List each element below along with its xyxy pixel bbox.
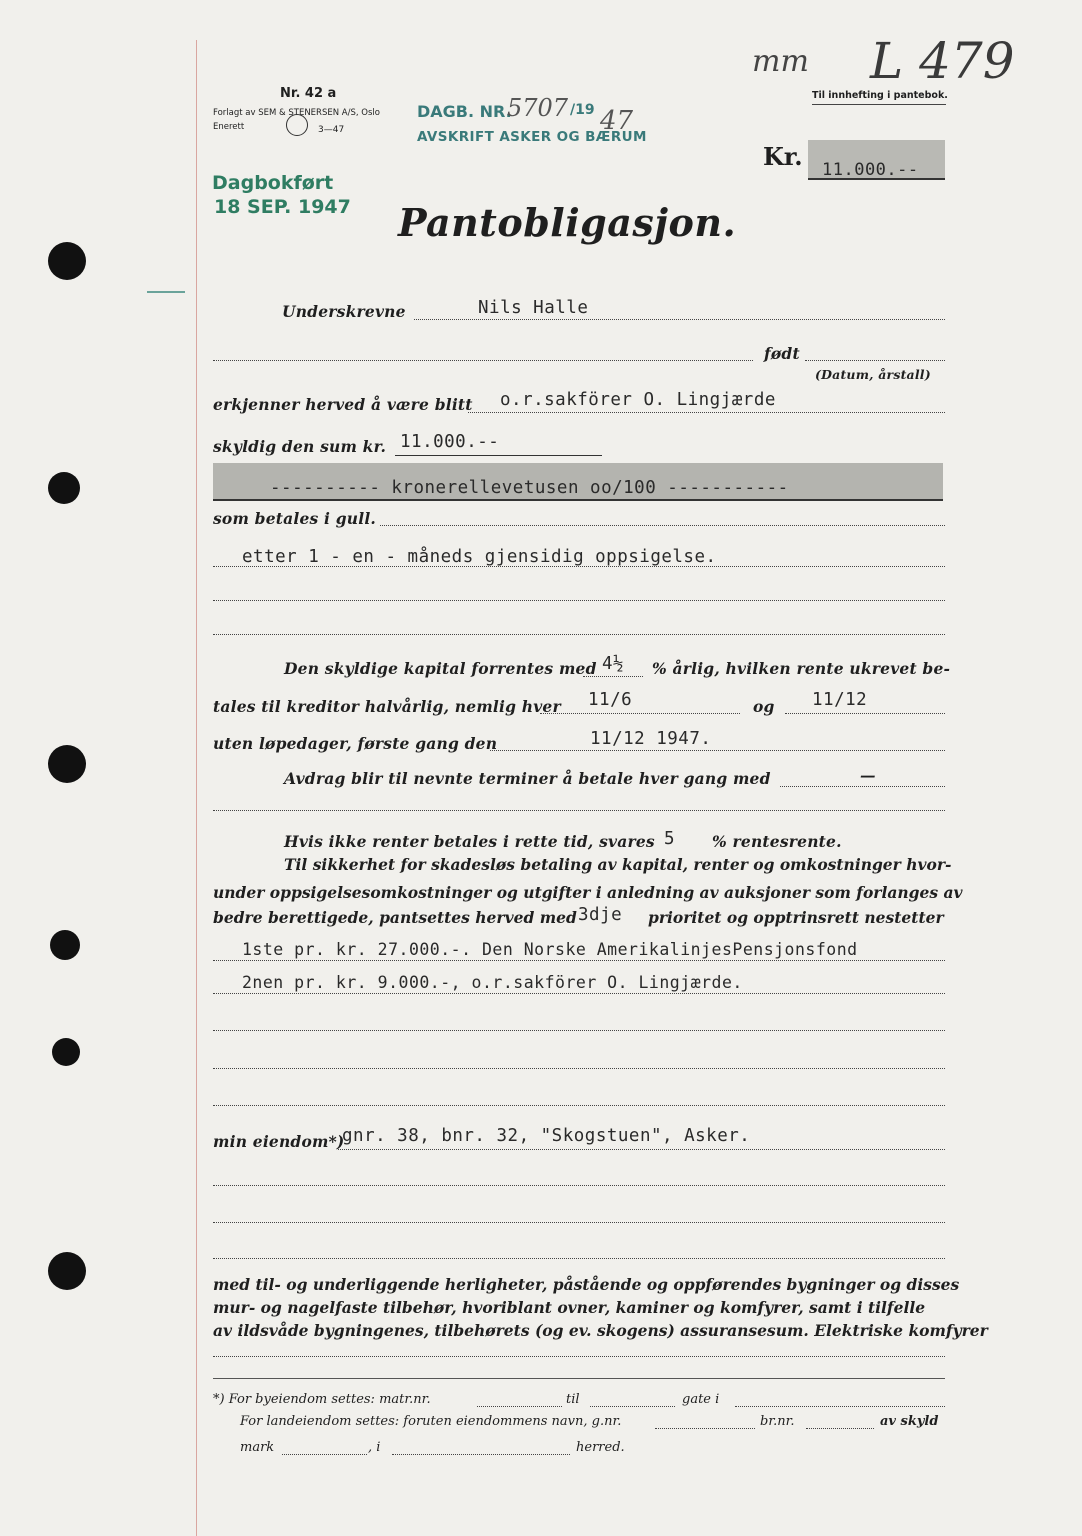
- dotted-line: [780, 786, 945, 787]
- dotted-line: [213, 1222, 945, 1223]
- security-line-1: Til sikkerhet for skadesløs betaling av kapital, renter og omkostninger hvor-: [284, 855, 952, 874]
- dotted-line: [213, 1185, 945, 1186]
- halfyear-date-2: 11/12: [812, 690, 868, 710]
- security-line-3b: prioritet og opptrinsrett nestetter: [648, 908, 944, 927]
- scribble: [147, 291, 185, 293]
- dotted-line: [590, 1406, 675, 1407]
- interest-rate: 4½: [602, 654, 625, 674]
- footnote-line-2b: br.nr.: [760, 1414, 795, 1429]
- dotted-line: [213, 566, 945, 567]
- sum-words: ---------- kronerellevetusen oo/100 -----------: [270, 478, 789, 498]
- interest-text: Den skyldige kapital forrentes med: [284, 659, 597, 678]
- closing-line-2: mur- og nagelfaste tilbehør, hvoriblant ovner, kaminer og komfyrer, samt i tilfelle: [213, 1298, 926, 1317]
- dotted-line: [785, 713, 945, 714]
- penalty-text: Hvis ikke renter betales i rette tid, svares: [284, 832, 655, 851]
- sum-label: skyldig den sum kr.: [213, 437, 387, 456]
- amount-value: 11.000.--: [822, 160, 919, 180]
- corner-note: Til innhefting i pantebok.: [812, 90, 948, 101]
- dotted-line: [213, 810, 945, 811]
- security-line-2: under oppsigelsesomkostninger og utgifter i anledning av auksjoner som forlanges av: [213, 883, 963, 902]
- creditor-value: o.r.sakförer O. Lingjærde: [500, 390, 776, 410]
- dagbokfort-date: 18 SEP. 1947: [214, 196, 351, 218]
- punch-hole: [48, 1252, 86, 1290]
- dotted-line: [477, 1406, 562, 1407]
- publisher-date: 3—47: [318, 125, 345, 135]
- sum-underline: [395, 455, 602, 456]
- footnote-rule: [213, 1378, 945, 1379]
- dagb-suffix: /19: [570, 102, 595, 118]
- form-number: Nr. 42 a: [280, 86, 337, 101]
- dotted-line: [583, 676, 643, 677]
- publisher-line: Forlagt av SEM & STENERSEN A/S, Oslo: [213, 108, 380, 118]
- installment-value: —: [860, 766, 876, 785]
- dotted-line: [213, 1356, 945, 1357]
- dagb-label: DAGB. NR.: [417, 102, 512, 121]
- dotted-line: [213, 1105, 945, 1106]
- dotted-line: [735, 1406, 945, 1407]
- first-time-value: 11/12 1947.: [590, 729, 712, 749]
- dotted-line: [490, 750, 945, 751]
- halfyear-text: tales til kreditor halvårlig, nemlig hver: [213, 697, 561, 716]
- dagb-stamp: [417, 102, 512, 121]
- punch-hole: [48, 242, 86, 280]
- amount-label: Kr.: [763, 142, 803, 171]
- halfyear-og: og: [753, 697, 775, 716]
- dagb-year: 47: [600, 106, 634, 136]
- dotted-line: [282, 1454, 367, 1455]
- born-hint: (Datum, årstall): [815, 367, 931, 382]
- installment-text: Avdrag blir til nevnte terminer å betale hver gang med: [284, 769, 771, 788]
- prior-claim-2: 2nen pr. kr. 9.000.-, o.r.sakförer O. Lingjærde.: [242, 973, 743, 992]
- halfyear-date-1: 11/6: [588, 690, 633, 710]
- dotted-line: [213, 1030, 945, 1031]
- punch-hole: [52, 1038, 80, 1066]
- margin-line: [196, 40, 197, 1536]
- footnote-line-2a: For landeiendom settes: foruten eiendommens navn, g.nr.: [240, 1414, 622, 1429]
- property-value: gnr. 38, bnr. 32, "Skogstuen", Asker.: [342, 1126, 751, 1146]
- dotted-line: [213, 993, 945, 994]
- first-time-text: uten løpedager, første gang den: [213, 734, 498, 753]
- footnote-line-1c: gate i: [682, 1392, 720, 1407]
- priority-value: 3dje: [578, 905, 623, 925]
- prior-claim-1: 1ste pr. kr. 27.000.-. Den Norske AmerikalinjesPensjonsfond: [242, 940, 858, 959]
- punch-hole: [48, 472, 80, 504]
- dotted-line: [655, 1428, 755, 1429]
- terms-value: etter 1 - en - måneds gjensidig oppsigelse.: [242, 547, 717, 567]
- page-title: Pantobligasjon.: [398, 200, 737, 245]
- penalty-text-2: % rentesrente.: [712, 832, 842, 851]
- handwritten-initials: mm: [752, 44, 809, 79]
- security-line-3a: bedre berettigede, pantsettes herved med: [213, 908, 577, 927]
- publisher-enerett: Enerett: [213, 122, 245, 132]
- corner-note-underline: [812, 104, 946, 105]
- sum-value: 11.000.--: [400, 432, 500, 452]
- dagb-number: 5707: [507, 94, 569, 122]
- punch-hole: [50, 930, 80, 960]
- penalty-rate: 5: [664, 829, 676, 849]
- handwritten-ref: L 479: [870, 32, 1015, 90]
- footnote-line-3a: mark: [240, 1440, 275, 1455]
- creditor-label: erkjenner herved å være blitt: [213, 395, 473, 414]
- dotted-line: [540, 713, 740, 714]
- dagbokfort-stamp: Dagbokført: [212, 172, 334, 194]
- closing-line-3: av ildsvåde bygningenes, tilbehørets (og ev. skogens) assuransesum. Elektriske komfyrer: [213, 1321, 988, 1340]
- punch-hole: [48, 745, 86, 783]
- property-label: min eiendom*): [213, 1132, 345, 1151]
- dotted-line: [338, 1149, 945, 1150]
- dotted-line: [213, 1068, 945, 1069]
- dotted-line: [213, 960, 945, 961]
- closing-line-1: med til- og underliggende herligheter, påstående og oppførendes bygninger og disses: [213, 1275, 960, 1294]
- gold-label: som betales i gull.: [213, 509, 377, 528]
- avskrift-stamp: AVSKRIFT ASKER OG BÆRUM: [417, 129, 647, 145]
- dotted-line: [468, 412, 945, 413]
- dotted-line: [213, 600, 945, 601]
- born-label: født: [764, 344, 800, 363]
- footnote-line-1a: *) For byeiendom settes: matr.nr.: [213, 1392, 431, 1407]
- footnote-line-1b: til: [566, 1392, 580, 1407]
- publisher-logo: [286, 114, 308, 136]
- dotted-line: [414, 319, 945, 320]
- undersigned-label: Underskrevne: [282, 302, 406, 321]
- dotted-line: [213, 360, 753, 361]
- dotted-line: [806, 1428, 874, 1429]
- dotted-line: [380, 525, 945, 526]
- undersigned-value: Nils Halle: [478, 298, 589, 318]
- dotted-line: [213, 1258, 945, 1259]
- dotted-line: [805, 360, 945, 361]
- footnote-line-3b: , i: [368, 1440, 381, 1455]
- dotted-line: [213, 634, 945, 635]
- footnote-line-3c: herred.: [576, 1440, 625, 1455]
- dotted-line: [392, 1454, 570, 1455]
- interest-text-2: % årlig, hvilken rente ukrevet be-: [652, 659, 951, 678]
- footnote-line-2c: av skyld: [880, 1414, 939, 1429]
